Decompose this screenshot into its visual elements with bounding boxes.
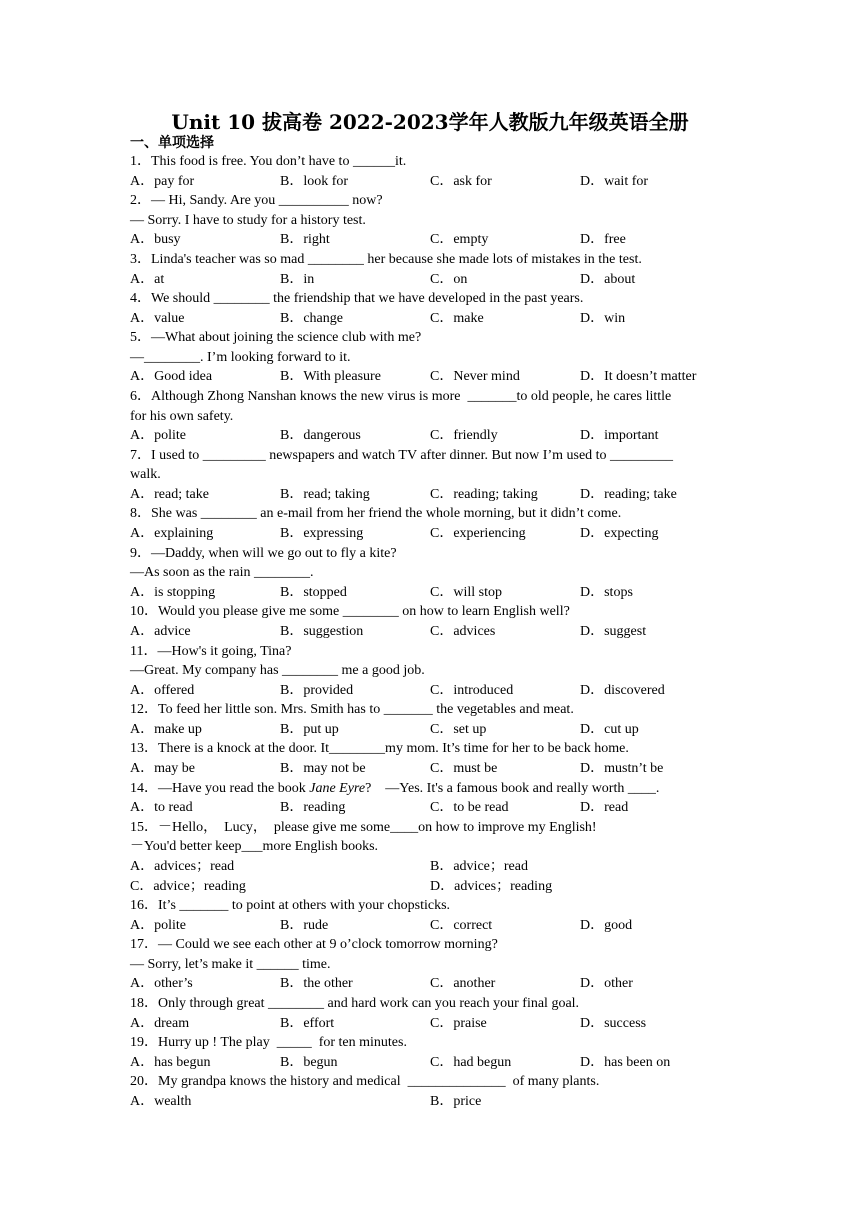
answer-option: D．reading; take — [580, 486, 677, 502]
options-row — [130, 858, 730, 876]
answer-option: C．ask for — [430, 173, 492, 189]
answer-option: D．expecting — [580, 526, 659, 541]
question-line: 20．My grandpa knows the history and medical ______________ of many plants. — [130, 1074, 600, 1090]
answer-option: B．begun — [280, 1054, 338, 1070]
options-row — [130, 721, 730, 739]
page-title: Unit 10 拔高卷 2022-2023学年人教版九年级英语全册 — [171, 110, 689, 134]
answer-option: A．polite — [130, 428, 186, 444]
answer-option: D．suggest — [580, 623, 647, 639]
answer-option: B．dangerous — [280, 428, 361, 444]
answer-option: D．success — [580, 1015, 647, 1031]
options-row — [130, 231, 730, 249]
answer-option: A．may be — [130, 761, 195, 776]
answer-option: C．on — [430, 271, 468, 287]
answer-option: C．friendly — [430, 428, 498, 444]
answer-option: C．another — [430, 976, 496, 992]
options-row — [130, 486, 730, 504]
question-line: — Sorry. I have to study for a history test. — [130, 212, 366, 228]
options-row — [130, 584, 730, 602]
answer-option: D．win — [580, 310, 626, 326]
options-row — [130, 917, 730, 935]
answer-option: C．will stop — [430, 584, 502, 600]
answer-option: D．about — [580, 271, 636, 287]
question-line: walk. — [130, 467, 161, 483]
answer-option: C．make — [430, 310, 484, 326]
options-row — [130, 1054, 730, 1072]
options-row — [130, 1015, 730, 1033]
answer-option: A．advice — [130, 623, 191, 639]
answer-option: B．provided — [280, 682, 354, 698]
answer-option: B．reading — [280, 800, 346, 816]
answer-option: B．stopped — [280, 584, 347, 600]
question-line: 10．Would you please give me some ________ on how to learn English well? — [130, 604, 570, 620]
options-row — [130, 271, 730, 289]
answer-option: B．price — [430, 1093, 482, 1109]
answer-option: B．advice；read — [430, 858, 528, 874]
answer-option: C．set up — [430, 721, 487, 737]
question-text: ? —Yes. It's a famous book and really worth ____. — [365, 780, 660, 796]
answer-option: A．Good idea — [130, 369, 213, 385]
answer-option: A．busy — [130, 232, 181, 248]
answer-option: B．expressing — [280, 526, 364, 541]
answer-option: D．cut up — [580, 721, 639, 737]
question-line: — Sorry, let’s make it ______ time. — [130, 956, 331, 972]
answer-option: A．advices；read — [130, 858, 235, 874]
answer-option: C．correct — [430, 917, 493, 933]
answer-option: A．wealth — [130, 1093, 192, 1109]
answer-option: B．With pleasure — [280, 369, 381, 385]
question-line: 1．This food is free. You don’t have to ______it. — [130, 154, 407, 169]
question-line: 17．— Could we see each other at 9 o’clock tomorrow morning? — [130, 937, 498, 953]
question-line: 2．— Hi, Sandy. Are you __________ now? — [130, 193, 383, 209]
answer-option: D．read — [580, 800, 629, 816]
question-line: 19．Hurry up ! The play _____ for ten minutes. — [130, 1035, 407, 1051]
section-heading: 一、单项选择 — [130, 136, 214, 151]
answer-option: D．advices；reading — [430, 878, 553, 894]
answer-option: D．mustn’t be — [580, 761, 664, 776]
answer-option: A．dream — [130, 1015, 190, 1031]
answer-option: A．explaining — [130, 526, 214, 541]
answer-option: D．discovered — [580, 682, 665, 698]
answer-option: C．introduced — [430, 682, 514, 698]
options-row — [130, 525, 730, 543]
answer-option: A．value — [130, 310, 185, 326]
question-line: 12．To feed her little son. Mrs. Smith has to _______ the vegetables and meat. — [130, 702, 574, 718]
answer-option: C．reading; taking — [430, 486, 538, 502]
question-line: 4．We should ________ the friendship that we have developed in the past years. — [130, 291, 584, 307]
question-line: 15．－Hello， Lucy， please give me some____on how to improve my English! — [130, 819, 597, 835]
answer-option: B．in — [280, 271, 315, 287]
answer-option: B．read; taking — [280, 486, 370, 502]
answer-option: A．offered — [130, 682, 195, 698]
options-row — [130, 760, 730, 778]
question-line: 11．—How's it going, Tina? — [130, 643, 292, 659]
answer-option: D．other — [580, 976, 633, 992]
answer-option: D．stops — [580, 584, 633, 600]
answer-option: A．to read — [130, 800, 193, 816]
answer-option: B．right — [280, 232, 330, 248]
answer-option: A．read; take — [130, 486, 209, 502]
answer-option: C．must be — [430, 761, 498, 776]
answer-option: B．suggestion — [280, 623, 364, 639]
question-line: 8．She was ________ an e-mail from her friend the whole morning, but it didn’t come. — [130, 506, 622, 522]
answer-option: C．Never mind — [430, 369, 520, 385]
answer-option: B．may not be — [280, 761, 366, 776]
question-text: 14．—Have you read the book — [130, 780, 310, 796]
answer-option: C．empty — [430, 232, 489, 248]
answer-option: B．rude — [280, 917, 329, 933]
answer-option: A．has begun — [130, 1054, 211, 1070]
question-line: 13．There is a knock at the door. It________my mom. It’s time for her to be back home. — [130, 741, 629, 757]
answer-option: C．had begun — [430, 1054, 512, 1070]
question-line: 7．I used to _________ newspapers and watch TV after dinner. But now I’m used to _________ — [130, 447, 674, 463]
options-row — [130, 799, 730, 817]
question-line: 18．Only through great ________ and hard work can you reach your final goal. — [130, 995, 580, 1011]
answer-option: A．polite — [130, 917, 186, 933]
answer-option: B．the other — [280, 976, 353, 992]
answer-option: D．wait for — [580, 173, 649, 189]
answer-option: B．put up — [280, 721, 339, 737]
options-row — [130, 368, 730, 386]
options-row — [130, 975, 730, 993]
answer-option: A．at — [130, 271, 165, 287]
question-line: 16．It’s _______ to point at others with your chopsticks. — [130, 898, 451, 913]
answer-option: B．effort — [280, 1015, 335, 1031]
options-row — [130, 682, 730, 700]
options-row — [130, 173, 730, 191]
question-line: —Great. My company has ________ me a good job. — [130, 663, 425, 679]
question-line: for his own safety. — [130, 408, 234, 424]
question-line: 3．Linda's teacher was so mad ________ her because she made lots of mistakes in the test. — [130, 251, 642, 267]
answer-option: C．experiencing — [430, 526, 526, 541]
question-line: —________. I’m looking forward to it. — [130, 349, 351, 365]
answer-option: C．advice；reading — [130, 878, 246, 894]
question-line: —As soon as the rain ________. — [130, 565, 314, 581]
options-row — [130, 623, 730, 641]
question-line: 9．—Daddy, when will we go out to fly a kite? — [130, 545, 397, 561]
question-line: 5．—What about joining the science club with me? — [130, 330, 422, 346]
answer-option: C．advices — [430, 623, 496, 639]
answer-option: C．praise — [430, 1015, 487, 1031]
question-line: 6．Although Zhong Nanshan knows the new virus is more _______to old people, he cares little — [130, 389, 672, 404]
answer-option: A．other’s — [130, 976, 193, 992]
answer-option: A．pay for — [130, 173, 195, 189]
answer-option: B．look for — [280, 173, 349, 189]
options-row — [130, 427, 730, 445]
answer-option: D．good — [580, 917, 633, 933]
answer-option: A．is stopping — [130, 584, 216, 600]
answer-option: D．has been on — [580, 1054, 671, 1070]
question-line — [130, 780, 730, 798]
answer-option: B．change — [280, 310, 343, 326]
answer-option: D．It doesn’t matter — [580, 369, 697, 385]
answer-option: D．free — [580, 232, 626, 248]
answer-option: C．to be read — [430, 800, 509, 816]
answer-option: A．make up — [130, 721, 202, 737]
options-row — [130, 310, 730, 328]
options-row — [130, 878, 730, 896]
options-row — [130, 1093, 730, 1111]
answer-option: D．important — [580, 428, 659, 444]
book-title: Jane Eyre — [309, 780, 366, 796]
question-line: －You'd better keep___more English books. — [130, 839, 379, 855]
